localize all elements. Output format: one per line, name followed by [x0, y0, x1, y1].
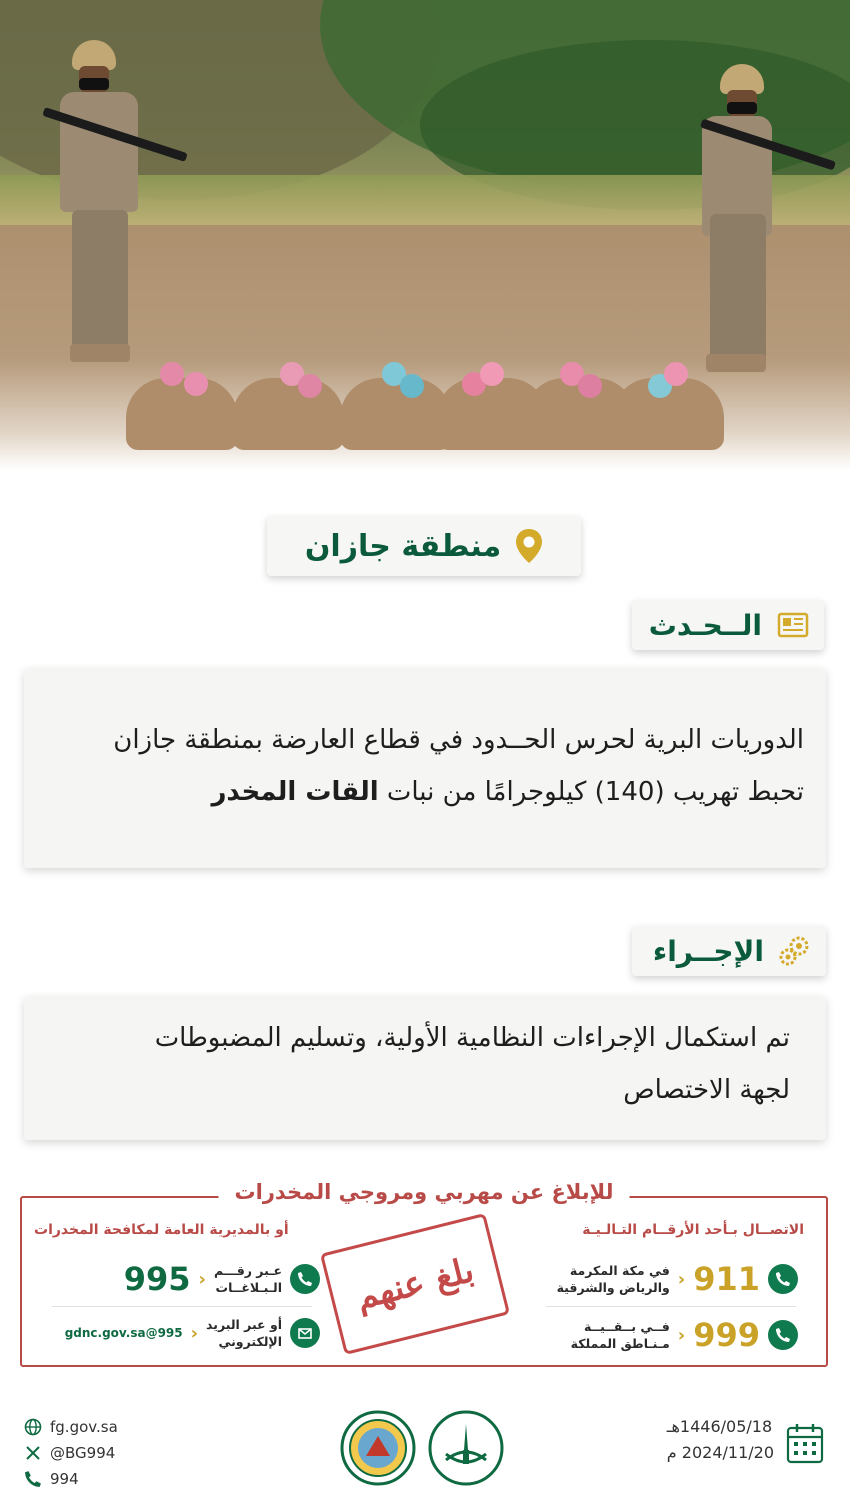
newspaper-icon: [776, 608, 810, 642]
date-hijri: 1446/05/18هـ: [666, 1417, 773, 1436]
package: [298, 374, 322, 398]
reports-995-label: [214, 1262, 282, 1296]
email-address[interactable]: 995@gdnc.gov.sa: [64, 1326, 183, 1340]
border-guard-emblem-icon: [340, 1410, 416, 1486]
region-tag: [267, 516, 581, 576]
package: [578, 374, 602, 398]
event-text-line-2: [46, 766, 804, 818]
action-label: الإجــراء: [652, 934, 764, 968]
footer-x-account[interactable]: [24, 1440, 118, 1466]
action-card: [24, 996, 826, 1140]
chevron-left-icon: ‹: [190, 1322, 199, 1344]
footer-website[interactable]: [24, 1414, 118, 1440]
calendar-icon: [786, 1422, 824, 1464]
event-text-line-1: الدوريات البرية لحرس الحــدود في قطاع العارضة بمنطقة جازان: [113, 725, 804, 755]
hotline-911-label: [557, 1262, 670, 1296]
hotline-999-number: 999: [693, 1316, 760, 1354]
email-row[interactable]: [65, 1316, 320, 1350]
mail-icon: [290, 1318, 320, 1348]
gears-icon: [778, 934, 812, 968]
chevron-left-icon: ‹: [198, 1268, 206, 1290]
report-left-heading: أو بالمديرية العامة لمكافحة المخدرات: [34, 1222, 289, 1238]
sack: [126, 378, 238, 450]
reports-995-number: 995: [123, 1260, 191, 1298]
divider: [52, 1306, 312, 1307]
package: [400, 374, 424, 398]
report-right-heading: الاتصــال بـأحد الأرقــام التـالـيـة: [582, 1222, 804, 1238]
phone-icon: [290, 1264, 320, 1294]
reports-995-row[interactable]: [124, 1260, 320, 1298]
hotline-999-label: [571, 1318, 670, 1352]
stamp-text: بلغ عنهم: [352, 1250, 478, 1318]
hotline-911-label-1: في مكة المكرمة: [569, 1263, 670, 1278]
ministry-interior-emblem-icon: [428, 1410, 504, 1486]
email-label-2: الإلكتروني: [218, 1334, 282, 1349]
email-label-1: أو عبر البريد: [206, 1317, 282, 1332]
sack: [232, 378, 344, 450]
hotline-999-row[interactable]: [571, 1316, 798, 1354]
event-text-line-2-prefix: تحبط تهريب (140) كيلوجرامًا من نبات: [378, 777, 804, 807]
phone-icon: [768, 1320, 798, 1350]
footer-contacts: [24, 1414, 118, 1492]
location-pin-icon: [515, 528, 543, 564]
website-text: fg.gov.sa: [50, 1418, 118, 1436]
date-gregorian: 2024/11/20 م: [666, 1443, 774, 1462]
hotline-999-label-2: مـنـاطق المملكة: [570, 1336, 670, 1351]
divider: [546, 1306, 796, 1307]
region-title: منطقة جازان: [304, 528, 502, 564]
package: [160, 362, 184, 386]
package: [480, 362, 504, 386]
phone-text: 994: [50, 1470, 79, 1488]
chevron-left-icon: ‹: [677, 1324, 686, 1346]
report-title: للإبلاغ عن مهربي ومروجي المخدرات: [219, 1180, 630, 1204]
chevron-left-icon: ‹: [677, 1268, 686, 1290]
header-photo: [0, 0, 850, 470]
reports-995-label-2: الـبـلاغــات: [215, 1280, 282, 1295]
package: [664, 362, 688, 386]
package: [184, 372, 208, 396]
hotline-911-row[interactable]: [557, 1260, 798, 1298]
x-logo-icon: [24, 1444, 42, 1462]
hotline-911-number: 911: [693, 1260, 760, 1298]
action-text-line-1: تم استكمال الإجراءات النظامية الأولية، وتسليم المضبوطات: [154, 1023, 790, 1053]
footer-logos: [340, 1410, 504, 1486]
phone-icon: [24, 1470, 42, 1488]
event-section-tag: [632, 600, 824, 650]
event-label: الــحـدث: [648, 608, 762, 642]
action-text-line-2: لجهة الاختصاص: [623, 1075, 790, 1105]
action-section-tag: [632, 926, 826, 976]
x-handle-text: @BG994: [50, 1444, 116, 1462]
phone-icon: [768, 1264, 798, 1294]
event-text-line-2-bold: القات المخدر: [211, 777, 379, 807]
email-label: [206, 1316, 282, 1350]
footer-phone[interactable]: [24, 1466, 118, 1492]
reports-995-label-1: عـبر رقـــم: [213, 1263, 282, 1278]
globe-icon: [24, 1418, 42, 1436]
footer-dates: [667, 1414, 774, 1466]
hotline-911-label-2: والرياض والشرقية: [556, 1280, 670, 1295]
event-card: [24, 668, 826, 868]
hotline-999-label-1: فــي بــقــيــة: [584, 1319, 670, 1334]
